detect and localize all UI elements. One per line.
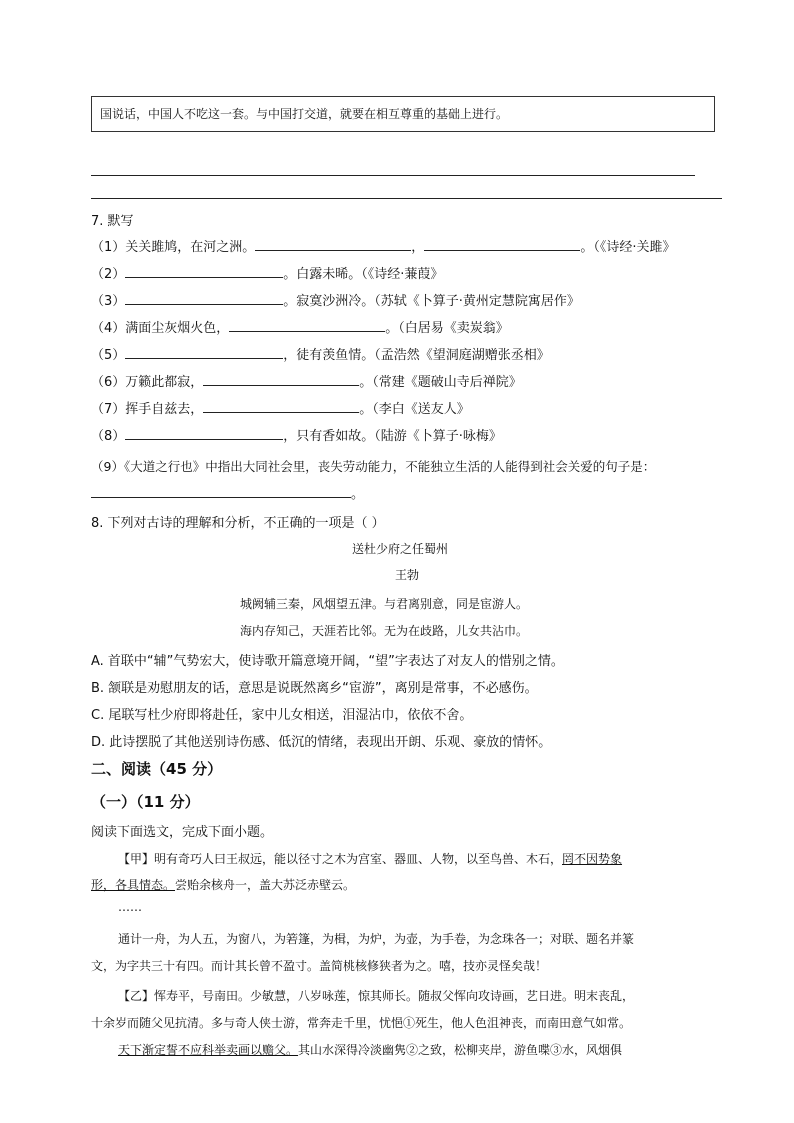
blank-field[interactable] [125,263,283,278]
item-num: （8） [91,429,126,444]
jia-text: 尝贻余核舟一，盖大苏泛赤壁云。 [175,878,356,892]
item-post: 。（白居易《卖炭翁》 [385,321,509,336]
item-num: （3） [91,294,126,309]
poem-title: 送杜少府之任蜀州 [352,542,449,556]
jia-underlined: 罔不因势象 [562,852,623,866]
boxed-passage [91,96,715,132]
blank-field[interactable] [203,398,359,413]
option-a[interactable]: A. 首联中“辅”气势宏大，使诗歌开篇意境开阔，“望”字表达了对友人的惜别之情。 [91,654,564,669]
blank-field[interactable] [125,290,283,305]
section-heading: 二、阅读（45 分） [91,760,223,778]
answer-line-1[interactable] [91,175,695,176]
item-pre: 挥手自兹去， [125,402,204,417]
item-post: 。白露未晞。（《诗经·蒹葭》 [283,267,444,282]
passage-jia-line-3: 通计一舟，为人五，为窗八，为箬篷，为楫，为炉，为壶，为手卷，为念珠各一；对联、题名并篆 [118,932,635,946]
item-pre: 万籁此都寂， [125,375,204,390]
item-post: 。（常建《题破山寺后禅院》 [359,375,522,390]
blank-field[interactable] [125,425,283,440]
passage-yi-line-2: 十余岁而随父见抗清。多与奇人侠士游，常奔走千里，忧悒①死生，他人色沮神丧，而南田意气如常。 [91,1016,632,1030]
option-d[interactable]: D. 此诗摆脱了其他送别诗伤感、低沉的情绪，表现出开朗、乐观、豪放的情怀。 [91,735,552,750]
passage-yi-line-3 [118,1041,622,1058]
option-b[interactable]: B. 颔联是劝慰朋友的话，意思是说既然离乡“宦游”，离别是常事，不必感伤。 [91,681,538,696]
blank-field[interactable] [255,236,411,251]
blank-field[interactable] [424,236,580,251]
item-mid: ， [411,240,425,255]
reading-instruction: 阅读下面选文，完成下面小题。 [91,825,274,840]
item-post: ，只有香如故。（陆游《卜算子·咏梅》 [283,429,502,444]
blank-field[interactable] [125,344,283,359]
q7-item-1 [91,236,675,255]
item-post: ，徒有羡鱼情。（孟浩然《望洞庭湖赠张丞相》 [283,348,550,363]
item-num: （4） [91,321,126,336]
q8-stem: 8. 下列对古诗的理解和分析，不正确的一项是（ ） [91,516,385,531]
item-num: （2） [91,267,126,282]
q7-item-2 [91,263,443,282]
q7-title: 7. 默写 [91,214,134,229]
answer-line-2[interactable] [91,198,722,199]
q7-item-6 [91,371,522,390]
q7-item-9-answer [91,483,364,502]
blank-field[interactable] [91,483,351,498]
item-post: 。（李白《送友人》 [359,402,470,417]
q7-item-7 [91,398,470,417]
q7-item-5 [91,344,550,363]
item-end: 。 [351,487,365,502]
passage-jia-line-4: 文，为字共三十有四。而计其长曾不盈寸。盖简桃核修狭者为之。嘻，技亦灵怪矣哉！ [91,959,548,973]
passage-jia-line-2 [91,876,355,893]
passage-jia-line-1 [118,850,622,867]
q7-item-4 [91,317,509,336]
jia-text: 【甲】明有奇巧人曰王叔远，能以径寸之木为宫室、器皿、人物，以至鸟兽、木石， [118,852,563,866]
q7-item-9: （9）《大道之行也》中指出大同社会里，丧失劳动能力，不能独立生活的人能得到社会关爱的句子是： [91,459,656,474]
q7-item-3 [91,290,580,309]
ellipsis: …… [118,900,142,914]
passage-yi-line-1: 【乙】恽寿平，号南田。少敏慧，八岁咏莲，惊其师长。随叔父恽向攻诗画，艺日进。明末丧乱， [118,989,635,1003]
yi-underlined: 天下渐定誓不应科举卖画以赡父。 [118,1043,299,1057]
poem-line-2: 海内存知己，天涯若比邻。无为在歧路，儿女共沾巾。 [240,624,529,638]
jia-underlined: 形，各具情态。 [91,878,176,892]
item-num: （7） [91,402,126,417]
yi-text: 其山水深得冷淡幽隽②之致，松柳夹岸，游鱼喋③水，风烟俱 [298,1043,623,1057]
subsection-heading: （一）（11 分） [91,793,200,811]
item-post: 。寂寞沙洲冷。（苏轼《卜算子·黄州定慧院寓居作》 [283,294,580,309]
item-num: （6） [91,375,126,390]
blank-field[interactable] [229,317,385,332]
item-num: （1） [91,240,126,255]
item-pre: 关关雎鸠，在河之洲。 [125,240,256,255]
item-post: 。（《诗经·关雎》 [580,240,676,255]
q7-item-8 [91,425,502,444]
option-c[interactable]: C. 尾联写杜少府即将赴任，家中儿女相送，泪湿沾巾，依依不舍。 [91,708,473,723]
poem-author: 王勃 [395,568,420,582]
item-num: （5） [91,348,126,363]
item-pre: 满面尘灰烟火色， [125,321,230,336]
boxed-passage-text: 国说话，中国人不吃这一套。与中国打交道，就要在相互尊重的基础上进行。 [100,107,509,121]
poem-line-1: 城阙辅三秦，风烟望五津。与君离别意，同是宦游人。 [240,597,529,611]
blank-field[interactable] [203,371,359,386]
